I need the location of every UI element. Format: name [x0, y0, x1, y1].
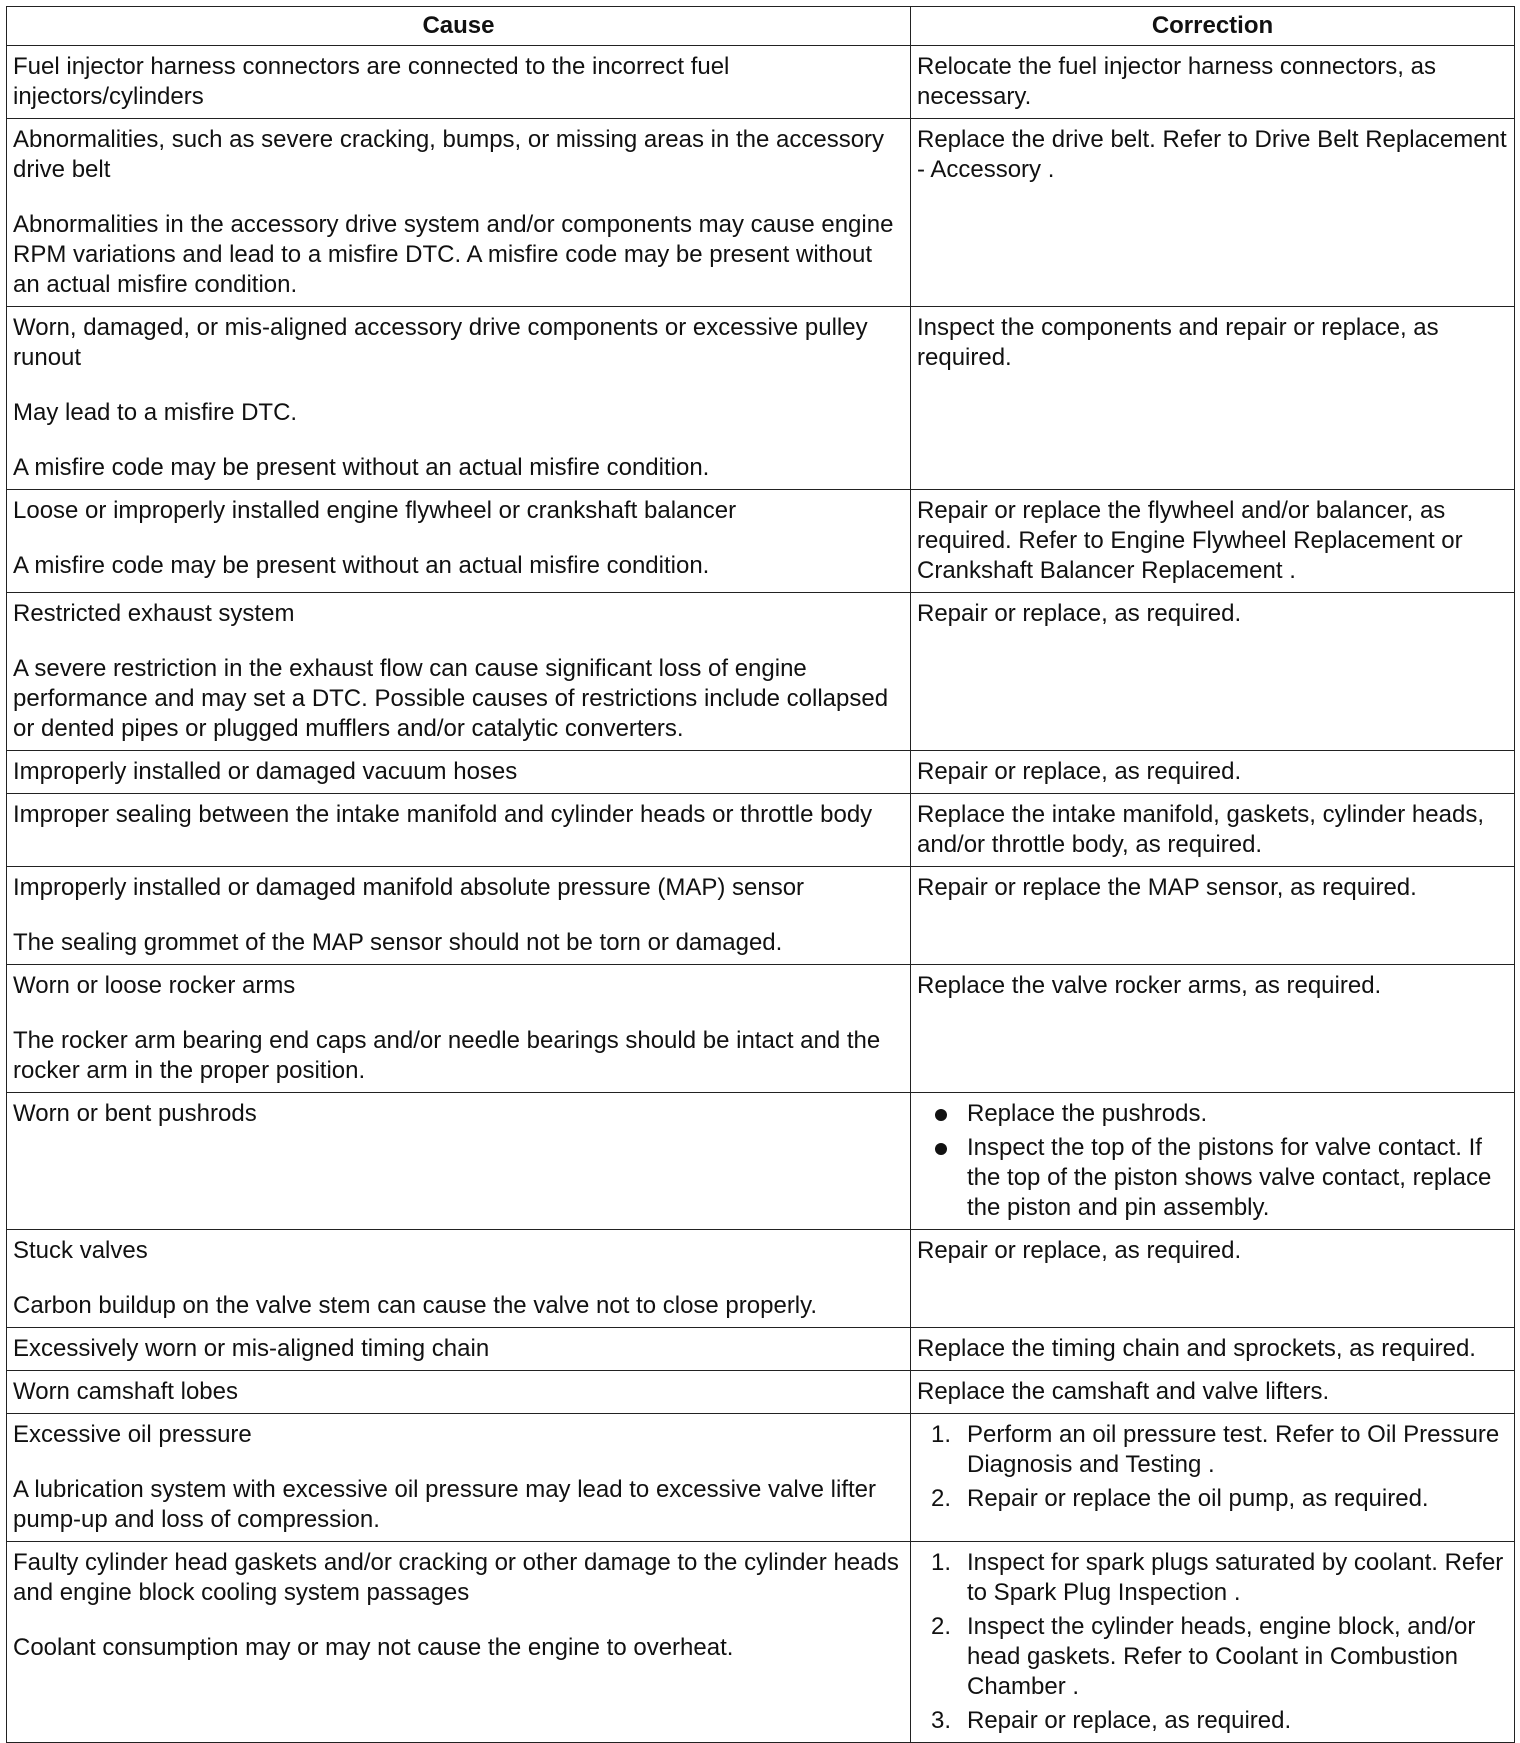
cause-text: Worn or bent pushrods	[13, 1100, 257, 1127]
correction-step-list	[917, 1548, 1508, 1736]
cause-cell	[7, 1414, 911, 1542]
table-body	[7, 46, 1515, 1743]
correction-cell	[911, 1093, 1515, 1230]
correction-step-item	[917, 1548, 1508, 1608]
correction-text: Replace the intake manifold, gaskets, cylinder heads, and/or throttle body, as required.	[917, 801, 1484, 858]
correction-step-item	[917, 1612, 1508, 1702]
step-text: Inspect for spark plugs saturated by coolant. Refer to Spark Plug Inspection .	[967, 1549, 1504, 1606]
table-row	[7, 794, 1515, 867]
cause-note: Abnormalities in the accessory drive system and/or components may cause engine RPM variations and lead to a misfire DTC. A misfire code may be present without an actual misfire condition.	[13, 211, 894, 298]
cause-note: A severe restriction in the exhaust flow can cause significant loss of engine performance and may set a DTC. Possible causes of restrictions include collapsed or dented pipes or plugged mufflers and/or catalytic converters.	[13, 655, 889, 742]
step-number: 2.	[931, 1613, 952, 1640]
correction-cell	[911, 794, 1515, 867]
cause-note: The rocker arm bearing end caps and/or needle bearings should be intact and the rocker arm in the proper position.	[13, 1027, 881, 1084]
cause-text: Excessive oil pressure	[13, 1421, 252, 1448]
cause-note: A misfire code may be present without an actual misfire condition.	[13, 454, 710, 481]
cause-cell	[7, 965, 911, 1093]
table-row	[7, 1414, 1515, 1542]
correction-step-item	[917, 1706, 1508, 1736]
correction-cell	[911, 867, 1515, 965]
cause-cell	[7, 867, 911, 965]
table-row	[7, 867, 1515, 965]
correction-text: Replace the valve rocker arms, as required.	[917, 972, 1382, 999]
correction-bullet-item	[917, 1099, 1508, 1129]
step-text: Perform an oil pressure test. Refer to Oil Pressure Diagnosis and Testing .	[967, 1421, 1500, 1478]
cause-cell	[7, 1093, 911, 1230]
correction-step-item	[917, 1420, 1508, 1480]
bullet-text: Inspect the top of the pistons for valve contact. If the top of the piston shows valve contact, replace the piston and pin assembly.	[967, 1134, 1492, 1221]
correction-cell	[911, 307, 1515, 490]
cause-cell	[7, 1328, 911, 1371]
step-number: 2.	[931, 1485, 952, 1512]
cause-text: Worn, damaged, or mis-aligned accessory drive components or excessive pulley runout	[13, 314, 868, 371]
bullet-icon	[935, 1143, 947, 1155]
table-row	[7, 593, 1515, 751]
cause-note: A misfire code may be present without an actual misfire condition.	[13, 552, 710, 579]
cause-cell	[7, 490, 911, 593]
cause-text: Restricted exhaust system	[13, 600, 295, 627]
correction-text: Replace the drive belt. Refer to Drive Belt Replacement - Accessory .	[917, 126, 1507, 183]
table-row	[7, 1542, 1515, 1743]
cause-text: Worn camshaft lobes	[13, 1378, 238, 1405]
cause-note: May lead to a misfire DTC.	[13, 399, 298, 426]
cause-text: Improperly installed or damaged manifold absolute pressure (MAP) sensor	[13, 874, 805, 901]
cause-cell	[7, 46, 911, 119]
cause-cell	[7, 119, 911, 307]
table-row	[7, 1328, 1515, 1371]
correction-text: Repair or replace, as required.	[917, 600, 1242, 627]
correction-cell	[911, 1414, 1515, 1542]
diagnostic-table	[6, 6, 1515, 1743]
cause-text: Improperly installed or damaged vacuum hoses	[13, 758, 518, 785]
correction-step-item	[917, 1484, 1508, 1514]
cause-text: Improper sealing between the intake manifold and cylinder heads or throttle body	[13, 801, 873, 828]
correction-text: Repair or replace, as required.	[917, 758, 1242, 785]
cause-cell	[7, 1371, 911, 1414]
step-number: 1.	[931, 1421, 952, 1448]
cause-note: A lubrication system with excessive oil pressure may lead to excessive valve lifter pump-up and loss of compression.	[13, 1476, 877, 1533]
cause-cell	[7, 593, 911, 751]
cause-cell	[7, 307, 911, 490]
header-cause: Cause	[7, 7, 911, 46]
cause-text: Loose or improperly installed engine flywheel or crankshaft balancer	[13, 497, 737, 524]
table-row	[7, 1093, 1515, 1230]
header-correction: Correction	[911, 7, 1515, 46]
correction-cell	[911, 751, 1515, 794]
table-row	[7, 1371, 1515, 1414]
cause-note: Carbon buildup on the valve stem can cause the valve not to close properly.	[13, 1292, 818, 1319]
correction-bullet-list	[917, 1099, 1508, 1223]
correction-text: Repair or replace the MAP sensor, as required.	[917, 874, 1417, 901]
cause-note: The sealing grommet of the MAP sensor should not be torn or damaged.	[13, 929, 783, 956]
document-page	[6, 6, 1514, 1743]
table-row	[7, 46, 1515, 119]
table-row	[7, 490, 1515, 593]
correction-text: Repair or replace, as required.	[917, 1237, 1242, 1264]
correction-text: Relocate the fuel injector harness connectors, as necessary.	[917, 53, 1436, 110]
cause-text: Faulty cylinder head gaskets and/or cracking or other damage to the cylinder heads and engine block cooling system passages	[13, 1549, 899, 1606]
correction-cell	[911, 1230, 1515, 1328]
step-number: 1.	[931, 1549, 952, 1576]
cause-text: Excessively worn or mis-aligned timing chain	[13, 1335, 490, 1362]
table-row	[7, 751, 1515, 794]
correction-text: Inspect the components and repair or replace, as required.	[917, 314, 1439, 371]
correction-text: Replace the camshaft and valve lifters.	[917, 1378, 1330, 1405]
cause-text: Stuck valves	[13, 1237, 148, 1264]
correction-step-list	[917, 1420, 1508, 1514]
correction-text: Repair or replace the flywheel and/or balancer, as required. Refer to Engine Flywheel Replacement or Crankshaft Balancer Replacement .	[917, 497, 1463, 584]
table-row	[7, 965, 1515, 1093]
correction-text: Replace the timing chain and sprockets, as required.	[917, 1335, 1476, 1362]
step-text: Repair or replace, as required.	[967, 1707, 1292, 1734]
correction-bullet-item	[917, 1133, 1508, 1223]
cause-cell	[7, 1230, 911, 1328]
correction-cell	[911, 1542, 1515, 1743]
table-row	[7, 1230, 1515, 1328]
cause-text: Abnormalities, such as severe cracking, bumps, or missing areas in the accessory drive belt	[13, 126, 885, 183]
cause-cell	[7, 794, 911, 867]
table-row	[7, 119, 1515, 307]
correction-cell	[911, 965, 1515, 1093]
cause-cell	[7, 1542, 911, 1743]
correction-cell	[911, 593, 1515, 751]
correction-cell	[911, 1328, 1515, 1371]
table-row	[7, 307, 1515, 490]
cause-note: Coolant consumption may or may not cause the engine to overheat.	[13, 1634, 734, 1661]
cause-cell	[7, 751, 911, 794]
correction-cell	[911, 46, 1515, 119]
table-header-row	[7, 7, 1515, 46]
cause-text: Worn or loose rocker arms	[13, 972, 296, 999]
cause-text: Fuel injector harness connectors are connected to the incorrect fuel injectors/cylinders	[13, 53, 730, 110]
bullet-text: Replace the pushrods.	[967, 1100, 1208, 1127]
correction-cell	[911, 490, 1515, 593]
step-number: 3.	[931, 1707, 952, 1734]
correction-cell	[911, 119, 1515, 307]
correction-cell	[911, 1371, 1515, 1414]
step-text: Repair or replace the oil pump, as required.	[967, 1485, 1429, 1512]
bullet-icon	[935, 1109, 947, 1121]
step-text: Inspect the cylinder heads, engine block, and/or head gaskets. Refer to Coolant in Combustion Chamber .	[967, 1613, 1476, 1700]
